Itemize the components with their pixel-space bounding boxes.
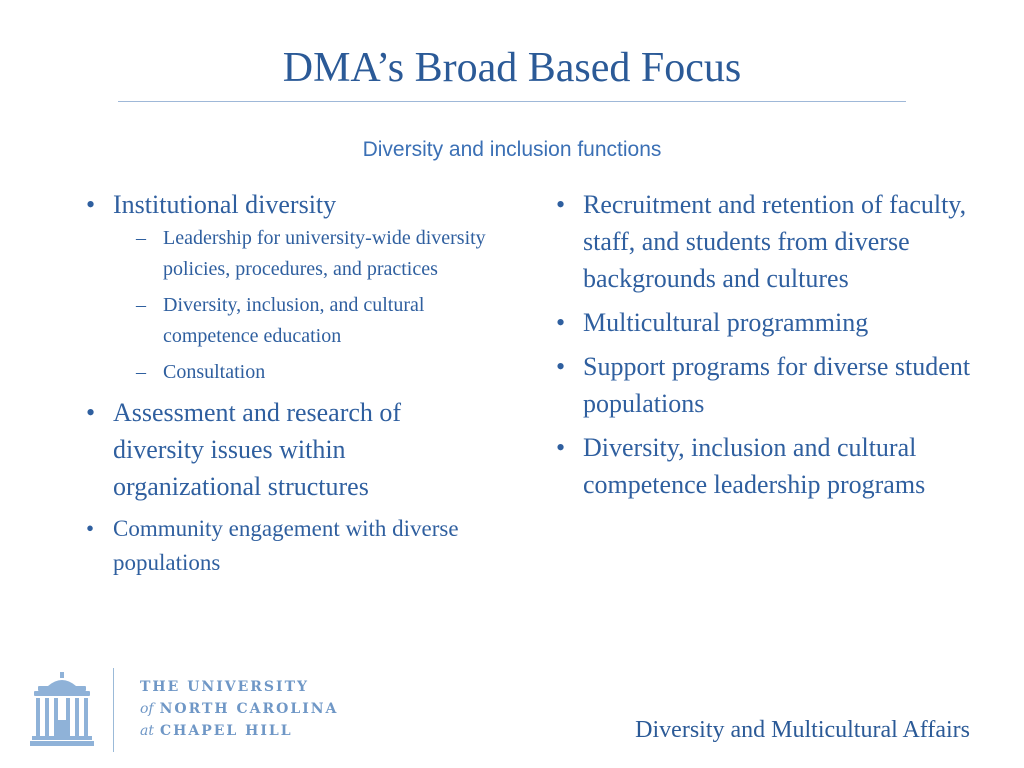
wordmark-prefix: at	[140, 723, 154, 739]
wordmark-main: NORTH CAROLINA	[159, 701, 339, 717]
bullet-text: • Institutional diversity	[113, 190, 337, 219]
bullet-text: • Diversity, inclusion and cultural competence leadership programs	[583, 433, 926, 499]
left-bullet-list	[86, 186, 486, 580]
sub-bullet-text: – Leadership for university-wide diversity policies, procedures, and practices	[163, 227, 486, 280]
wordmark-main: CHAPEL HILL	[159, 723, 293, 739]
old-well-icon	[30, 670, 94, 750]
bullet-community-engagement	[86, 512, 486, 580]
department-name: Diversity and Multicultural Affairs	[635, 717, 970, 743]
sub-bullet	[136, 290, 486, 352]
right-bullet-list	[556, 186, 976, 503]
bullet-text: • Recruitment and retention of faculty, staff, and students from diverse backgrounds and cultures	[583, 190, 967, 293]
wordmark-prefix: of	[140, 701, 154, 717]
sub-bullet	[136, 357, 486, 388]
bullet-text: • Multicultural programming	[583, 308, 869, 337]
right-column	[556, 186, 976, 510]
sub-bullet-list	[113, 223, 486, 388]
bullet-leadership-programs	[556, 429, 976, 503]
slide-subtitle: Diversity and inclusion functions	[362, 138, 662, 161]
bullet-text: • Assessment and research of diversity issues within organizational structures	[113, 398, 402, 501]
logo-divider	[113, 668, 114, 752]
bullet-text: • Community engagement with diverse populations	[113, 516, 459, 575]
left-column	[86, 186, 486, 587]
bullet-text: • Support programs for diverse student populations	[583, 352, 971, 418]
sub-bullet-text: – Consultation	[163, 361, 266, 383]
bullet-institutional-diversity	[86, 186, 486, 388]
sub-bullet	[136, 223, 486, 285]
slide-title: DMA’s Broad Based Focus	[282, 45, 742, 91]
bullet-recruitment-retention	[556, 186, 976, 297]
university-wordmark	[140, 676, 380, 742]
bullet-assessment-research	[86, 394, 486, 505]
bullet-support-programs	[556, 348, 976, 422]
wordmark-line-3	[140, 720, 380, 742]
wordmark-line-1: THE UNIVERSITY	[140, 679, 309, 695]
bullet-multicultural-programming	[556, 304, 976, 341]
title-divider	[118, 101, 906, 102]
sub-bullet-text: – Diversity, inclusion, and cultural competence education	[163, 294, 425, 347]
university-logo	[30, 668, 360, 752]
wordmark-line-2	[140, 698, 380, 720]
